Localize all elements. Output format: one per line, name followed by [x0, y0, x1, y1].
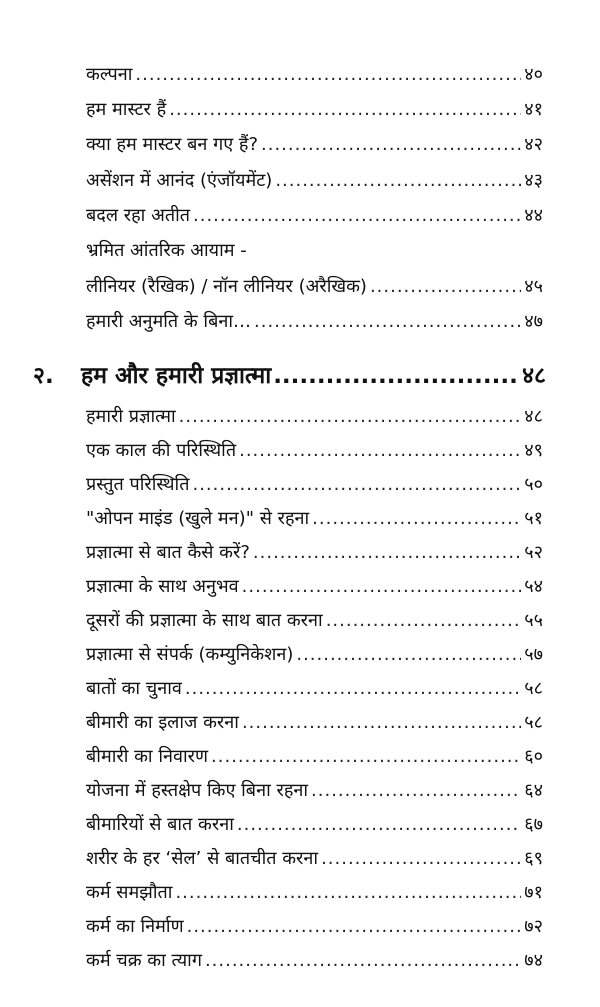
toc-entry-page: ५१ [524, 508, 543, 529]
toc-entry-title: प्रज्ञात्मा के साथ अनुभव [86, 576, 239, 597]
dot-leader [239, 439, 521, 463]
dot-leader [192, 473, 521, 497]
dot-leader [253, 541, 521, 565]
dot-leader [296, 643, 521, 667]
toc-entry-page: ७१ [524, 882, 543, 903]
toc-entry [86, 599, 543, 633]
toc-entry-title: कर्म चक्र का त्याग [86, 950, 202, 971]
dot-leader [254, 310, 521, 334]
dot-leader [211, 745, 521, 769]
dot-leader [326, 609, 522, 633]
chapter-title: हम और हमारी प्रज्ञात्मा [81, 363, 272, 389]
toc-entry [86, 939, 543, 973]
toc-entry [86, 769, 543, 803]
toc-entry-page: ५८ [524, 712, 543, 733]
toc-entry-page: ६० [524, 746, 543, 767]
toc-entry-page: ६४ [524, 780, 543, 801]
toc-entry-page: ४९ [524, 440, 543, 461]
toc-entry-title: बीमारियों से बात करना [86, 814, 234, 835]
toc-entry-page: ७४ [524, 950, 543, 971]
toc-entry-page: ४४ [524, 205, 543, 226]
dot-leader [185, 677, 521, 701]
toc-entry [86, 194, 543, 228]
dot-leader [169, 98, 521, 122]
toc-entry [86, 735, 543, 769]
toc-entry [86, 123, 543, 157]
toc-entry-title: प्रज्ञात्मा से बात कैसे करें? [86, 542, 250, 563]
toc-entry [86, 633, 543, 667]
toc-entry-page: ५७ [524, 644, 543, 665]
dot-leader [179, 405, 522, 429]
chapter-number: २. [33, 363, 54, 389]
toc-entry-page: ४० [524, 64, 543, 85]
toc-entry-page: ४८ [524, 406, 543, 427]
toc-entry [86, 429, 543, 463]
toc-entry-title: प्रस्तुत परिस्थिति [86, 474, 190, 495]
dot-leader [237, 813, 521, 837]
dot-leader [242, 711, 521, 735]
dot-leader [187, 915, 522, 939]
dot-leader [275, 169, 521, 193]
dot-leader [135, 63, 521, 87]
toc-entry-title: "ओपन माइंड (खुले मन)" से रहना [86, 508, 310, 529]
toc-entry-first-line [86, 229, 543, 263]
toc-entry-title: कर्म का निर्माण [86, 916, 184, 937]
dot-leader [273, 361, 520, 391]
toc-entry-title: कर्म समझौता [86, 882, 173, 903]
toc-entry-title: हमारी प्रज्ञात्मा [86, 406, 176, 427]
toc-entry-title: शरीर के हर ‘सेल’ से बातचीत करना [86, 848, 319, 869]
dot-leader [311, 779, 521, 803]
toc-entry [86, 300, 543, 334]
dot-leader [321, 847, 521, 871]
toc-entry-title: एक काल की परिस्थिति [86, 440, 237, 461]
toc-entry-title: बीमारी का इलाज करना [86, 712, 239, 733]
toc-entry [86, 701, 543, 735]
chapter-page: ४८ [522, 363, 546, 389]
toc-entry-title: हमारी अनुमति के बिना… [86, 311, 252, 332]
toc-entry-title: योजना में हस्तक्षेप किए बिना रहना [86, 780, 309, 801]
toc-entry [86, 905, 543, 939]
toc-entry-page: ४३ [524, 170, 543, 191]
toc-entry-title: कल्पना [86, 64, 133, 85]
toc-entry-title: बदल रहा अतीत [86, 205, 190, 226]
toc-entry-page: ५४ [524, 576, 543, 597]
toc-entry-page: ६९ [524, 848, 543, 869]
toc-entry [86, 159, 543, 193]
toc-entry-title: दूसरों की प्रज्ञात्मा के साथ बात करना [86, 610, 323, 631]
toc-entry [86, 837, 543, 871]
toc-entry [86, 395, 543, 429]
toc-entry-page: ५८ [524, 678, 543, 699]
dot-leader [370, 275, 521, 299]
toc-entry-page: ५५ [524, 610, 543, 631]
toc-entry-title: बातों का चुनाव [86, 678, 182, 699]
toc-entry-page: ४२ [524, 134, 543, 155]
toc-entry [86, 88, 543, 122]
toc-entry-page: ५० [524, 474, 543, 495]
toc-entry [86, 803, 543, 837]
toc-entry-title: असेंशन में आनंद (एंजॉयमेंट) [86, 170, 273, 191]
dot-leader [242, 575, 522, 599]
dot-leader [205, 949, 521, 973]
toc-entry-title: हम मास्टर हैं [86, 99, 167, 120]
toc-entry [86, 565, 543, 599]
toc-entry-title: लीनियर (रैखिक) / नॉन लीनियर (अरैखिक) [86, 276, 367, 297]
toc-entry [86, 463, 543, 497]
toc-entry [86, 871, 543, 905]
toc-entry-page: ६७ [524, 814, 543, 835]
toc-entry-page: ५२ [524, 542, 543, 563]
toc-entry-page: ४५ [524, 276, 543, 297]
toc-entry-page: ४७ [524, 311, 543, 332]
toc-entry-title-line1: भ्रमित आंतरिक आयाम - [86, 240, 247, 261]
toc-entry-title: प्रज्ञात्मा से संपर्क (कम्युनिकेशन) [86, 644, 294, 665]
toc-entry-title: बीमारी का निवारण [86, 746, 209, 767]
dot-leader [261, 133, 521, 157]
toc-entry [86, 531, 543, 565]
toc-entry [86, 497, 543, 531]
dot-leader [312, 507, 521, 531]
toc-entry [86, 53, 543, 87]
toc-entry-page: ७२ [524, 916, 543, 937]
toc-entry-page: ४१ [524, 99, 543, 120]
chapter-heading [33, 351, 546, 391]
dot-leader [193, 204, 521, 228]
toc-entry-title: क्या हम मास्टर बन गए हैं? [86, 134, 258, 155]
toc-entry [86, 667, 543, 701]
toc-entry [86, 265, 543, 299]
dot-leader [175, 881, 521, 905]
